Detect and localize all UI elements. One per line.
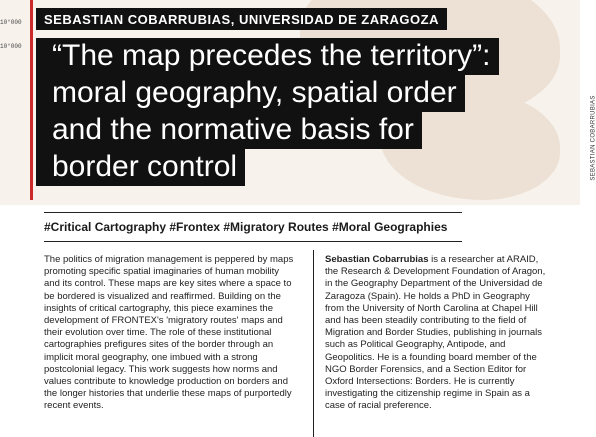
bio-paragraph bbox=[325, 254, 547, 413]
side-author-label bbox=[580, 10, 596, 181]
title-line: moral geography, spatial order bbox=[36, 75, 465, 112]
article-title bbox=[36, 38, 546, 186]
keyword-tags bbox=[44, 212, 462, 242]
bio-text: is a researcher at ARAID, the Research & Development Foundation of Aragon, in the Geography Department of the Universidad de Zaragoza (Spain). He holds a PhD in Geography from the University of North Carolina at Chapel Hill and has been steadily contributing to the field of Migration and Border Studies, publishing in journals such as Political Geography, Antipode, and Geopolitics. He is a founding board member of the NGO Border Forensics, and a Section Editor for Oxford Intersections: Borders. He is currently investigating the citizenship regime in Spain as a case of racial preference. bbox=[325, 254, 546, 412]
map-tick-label: 10°000 bbox=[0, 19, 22, 26]
bio-author-name: Sebastian Cobarrubias bbox=[325, 254, 429, 265]
side-author-text: SEBASTIAN COBARRUBIAS bbox=[590, 95, 596, 181]
abstract-column bbox=[44, 254, 294, 413]
bio-column bbox=[325, 254, 547, 413]
map-route-line bbox=[30, 0, 33, 200]
map-tick-label: 10°000 bbox=[0, 43, 22, 50]
title-line: “The map precedes the territory”: bbox=[36, 38, 499, 75]
title-line: border control bbox=[36, 149, 245, 186]
column-divider bbox=[313, 250, 314, 437]
tags-text: #Critical Cartography #Frontex #Migratory Routes #Moral Geographies bbox=[44, 220, 448, 234]
author-banner: SEBASTIAN COBARRUBIAS, UNIVERSIDAD DE ZARAGOZA bbox=[36, 8, 447, 30]
title-line: and the normative basis for bbox=[36, 112, 422, 149]
abstract-text: The politics of migration management is peppered by maps promoting specific spatial imaginaries of human mobility and its control. These maps are key sites where a space to be bordered is visualized and reaffirmed. Building on the insights of critical cartography, this piece examines the development of FRONTEX's 'migratory routes' maps and their evolution over time. The role of these institutional cartographies prefigures sites of the border through an implicit moral geography, one imbued with a strong postcolonial legacy. This work suggests how norms and values contribute to knowledge production on borders and the longer histories that underlie these maps of purportedly recent events. bbox=[44, 254, 294, 412]
